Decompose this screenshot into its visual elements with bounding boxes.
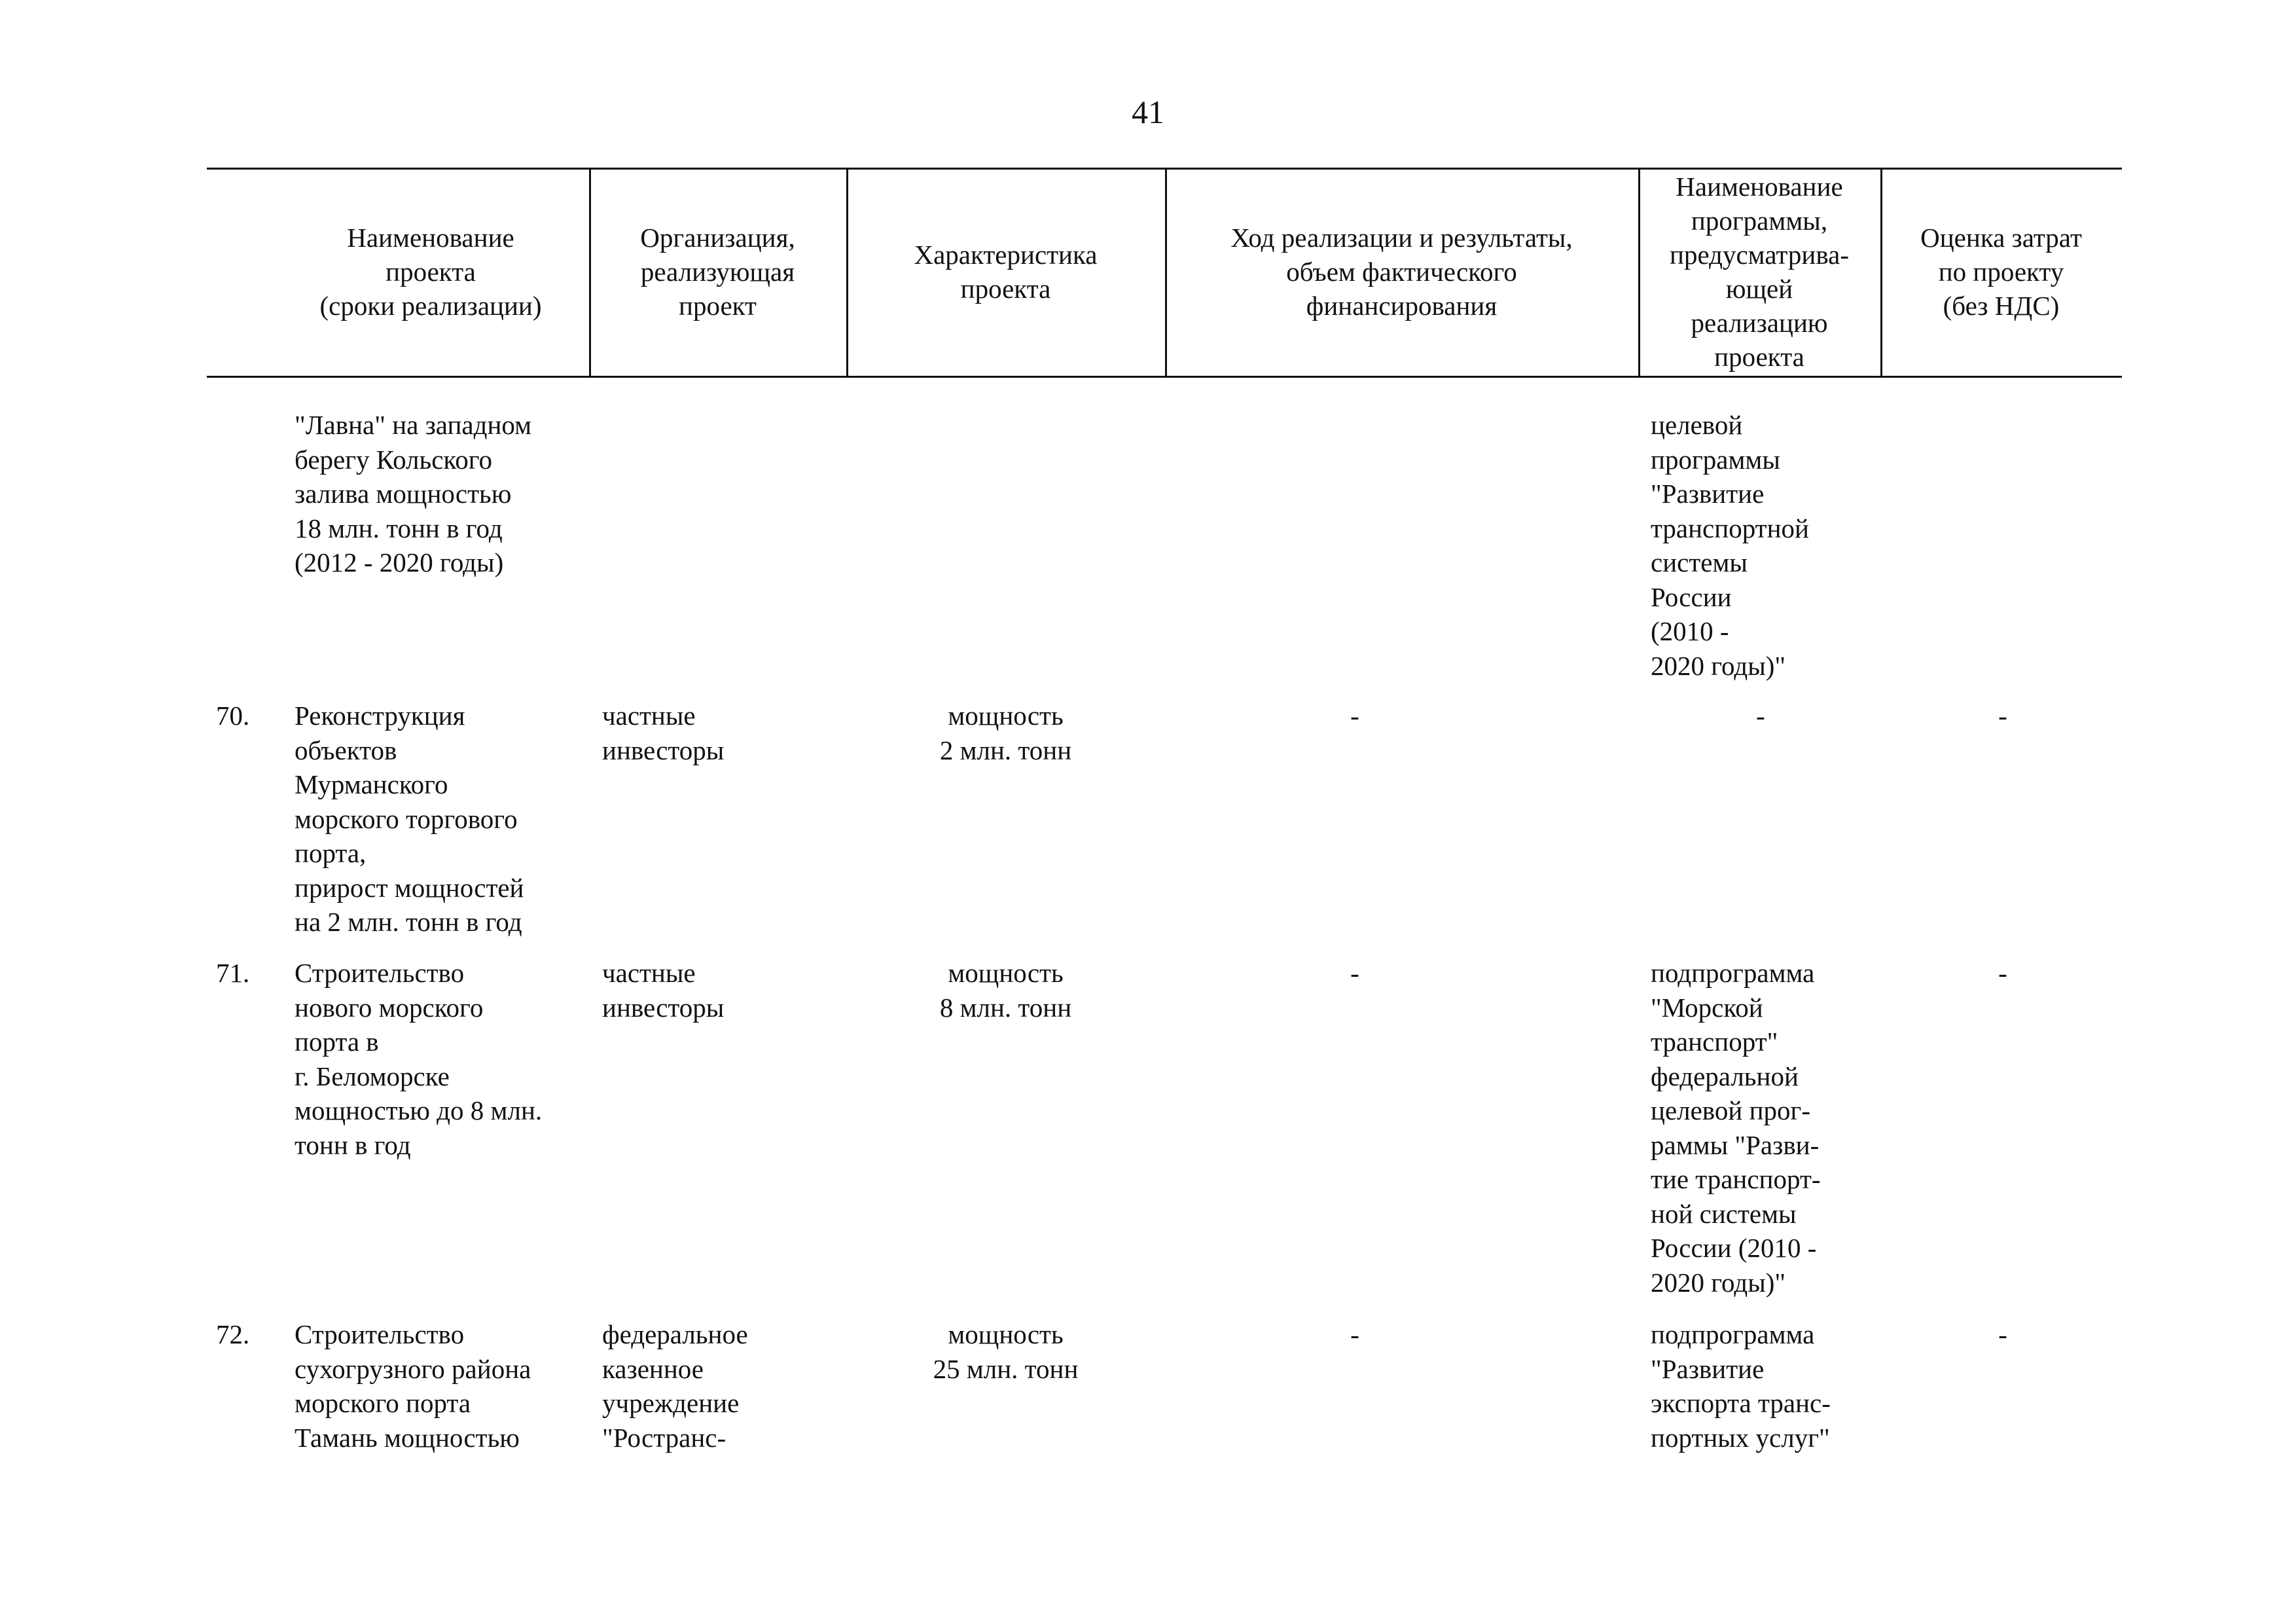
row-program: целевой программы "Развитие транспортной системы России (2010 - 2020 годы)": [1651, 410, 1809, 681]
header-progress: [1165, 168, 1638, 376]
header-program-text: Наименование программы, предусматрива- ющей реализацию проекта: [1670, 172, 1849, 372]
row-program: подпрограмма "Морской транспорт" федеральной целевой прог- раммы "Разви- тие транспорт- ной системы России (2010 - 2020 годы)": [1651, 958, 1821, 1298]
row-cost: -: [1998, 701, 2007, 731]
row-characteristics: мощность 25 млн. тонн: [933, 1319, 1079, 1384]
row-characteristics: мощность 2 млн. тонн: [939, 701, 1072, 765]
row-program: -: [1756, 701, 1765, 731]
row-project: Строительство сухогрузного района морского порта Тамань мощностью: [295, 1319, 531, 1453]
row-program: подпрограмма "Развитие экспорта транс- портных услуг": [1651, 1319, 1831, 1453]
row-progress: -: [1350, 1319, 1359, 1349]
header-cost-text: Оценка затрат по проекту (без НДС): [1920, 223, 2082, 321]
header-characteristics: [846, 168, 1165, 376]
header-project-name-text: Наименование проекта (сроки реализации): [319, 223, 542, 321]
row-number: 70.: [216, 701, 250, 731]
row-project: Реконструкция объектов Мурманского морского торгового порта, прирост мощностей на 2 млн. тонн в год: [295, 701, 524, 937]
page-number: 41: [1132, 94, 1164, 130]
row-organization: частные инвесторы: [602, 958, 725, 1023]
header-bottom-rule: [207, 376, 2122, 378]
header-organization: [589, 168, 846, 376]
row-project: "Лавна" на западном берегу Кольского залива мощностью 18 млн. тонн в год (2012 - 2020 годы): [295, 410, 532, 577]
header-cost: [1880, 168, 2122, 376]
header-program: [1638, 168, 1880, 376]
row-number: 72.: [216, 1319, 250, 1349]
row-organization: частные инвесторы: [602, 701, 725, 765]
header-progress-text: Ход реализации и результаты, объем фактического финансирования: [1230, 223, 1573, 321]
row-cost: -: [1998, 1319, 2007, 1349]
row-characteristics: мощность 8 млн. тонн: [939, 958, 1072, 1023]
header-project-name: [207, 168, 589, 376]
row-progress: -: [1350, 701, 1359, 731]
header-characteristics-text: Характеристика проекта: [914, 240, 1098, 304]
row-organization: федеральное казенное учреждение "Ространс-: [602, 1319, 748, 1453]
header-organization-text: Организация, реализующая проект: [640, 223, 795, 321]
row-cost: -: [1998, 958, 2007, 988]
row-progress: -: [1350, 958, 1359, 988]
row-number: 71.: [216, 958, 250, 988]
row-project: Строительство нового морского порта в г. Беломорске мощностью до 8 млн. тонн в год: [295, 958, 543, 1160]
